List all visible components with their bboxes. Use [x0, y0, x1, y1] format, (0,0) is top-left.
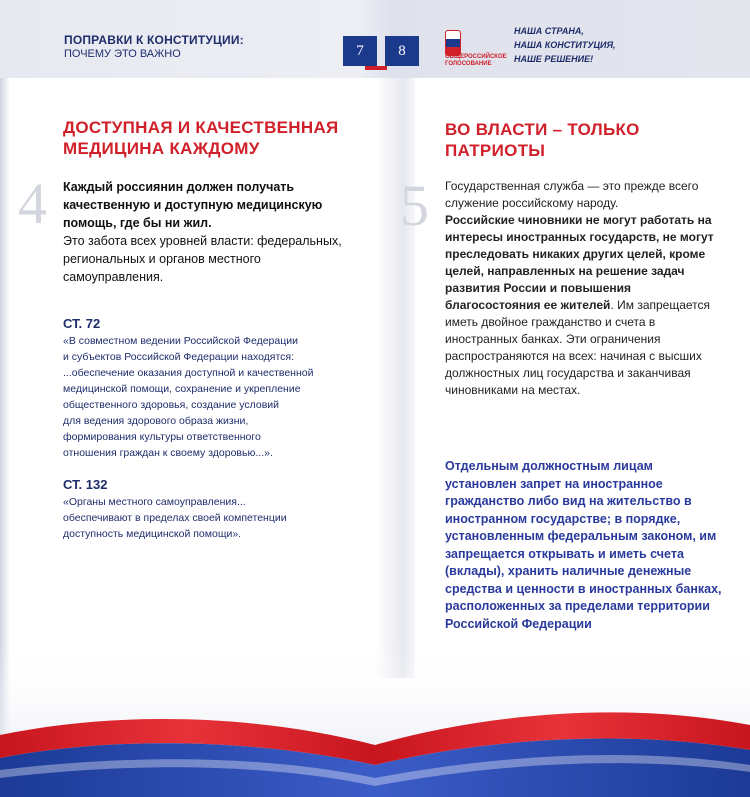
header-subtitle: ПОЧЕМУ ЭТО ВАЖНО	[64, 48, 181, 60]
article-line: «Органы местного самоуправления...	[63, 496, 246, 508]
article-line: формирования культуры ответственного	[63, 431, 261, 443]
right-bold: Российские чиновники не могут работать на интересы иностранных государств, не могут преследовать никаких других целей, кроме целей, направленных на решение задач развития России и повышения благосостояния ее жителей	[445, 213, 714, 312]
tricolor-waves	[0, 640, 750, 797]
section-number-4: 4	[18, 171, 47, 236]
right-heading: ВО ВЛАСТИ – ТОЛЬКО ПАТРИОТЫ	[445, 120, 640, 160]
header-left	[64, 33, 244, 60]
slogan-line: НАША КОНСТИТУЦИЯ,	[514, 40, 616, 50]
article-line: и субъектов Российской Федерации находятся:	[63, 351, 295, 363]
page-number-left: 7	[343, 36, 377, 66]
article-title: СТ. 132	[63, 477, 108, 492]
article-line: отношения граждан к своему здоровью...».	[63, 447, 273, 459]
article-text	[63, 494, 353, 542]
slogan-line: НАША СТРАНА,	[514, 26, 584, 36]
article-line: «В совместном ведении Российской Федерации	[63, 335, 298, 347]
page-number-right: 8	[385, 36, 419, 66]
article-line: обеспечивают в пределах своей компетенции	[63, 512, 287, 524]
header-bar	[0, 0, 750, 78]
right-intro: Государственная служба — это прежде всего служение российскому народу.	[445, 179, 699, 210]
left-lead-text: Это забота всех уровней власти: федеральных, региональных и органов местного самоуправления.	[63, 234, 342, 284]
right-note: Отдельным должностным лицам установлен запрет на иностранное гражданство либо вид на жительство в иностранном государстве; в порядке, установленным федеральным законом, им запрещается открывать и иметь счета (вклады), хранить наличные денежные средства и ценности в иностранных банках, расположенных за пределами территории Российской Федерации	[445, 459, 722, 631]
vote-logo	[445, 30, 505, 66]
article-line: ...обеспечение оказания доступной и качественной	[63, 367, 314, 379]
badge-stripe	[365, 66, 387, 70]
right-body	[445, 178, 725, 399]
left-heading: ДОСТУПНАЯ И КАЧЕСТВЕННАЯ МЕДИЦИНА КАЖДОМУ	[63, 118, 339, 158]
logo-text: ОБЩЕРОССИЙСКОЕ ГОЛОСОВАНИЕ	[445, 54, 507, 67]
article-line: доступность медицинской помощи».	[63, 528, 242, 540]
slogan	[514, 24, 616, 66]
flag-ballot-icon	[445, 30, 461, 56]
section-number-5: 5	[400, 173, 429, 238]
article-text	[63, 333, 353, 461]
article-line: для ведения здорового образа жизни,	[63, 415, 249, 427]
article-line: медицинской помощи, сохранение и укрепление	[63, 383, 301, 395]
left-lead	[63, 178, 353, 286]
article-title: СТ. 72	[63, 316, 101, 331]
page-fold	[375, 78, 415, 678]
slogan-line: НАШЕ РЕШЕНИЕ!	[514, 54, 594, 64]
article-72	[63, 316, 353, 461]
header-title: ПОПРАВКИ К КОНСТИТУЦИИ:	[64, 33, 244, 47]
right-tail: . Им запрещается иметь двойное гражданство и счета в иностранных банках. Эти ограничения распространяются на всех: начиная с высших должностных лиц государства и заканчивая чиновниками на местах.	[445, 298, 711, 397]
article-line: общественного здоровья, создание условий	[63, 399, 279, 411]
article-132	[63, 477, 353, 542]
left-lead-bold: Каждый россиянин должен получать качественную и доступную медицинскую помощь, где бы ни жил.	[63, 180, 323, 230]
